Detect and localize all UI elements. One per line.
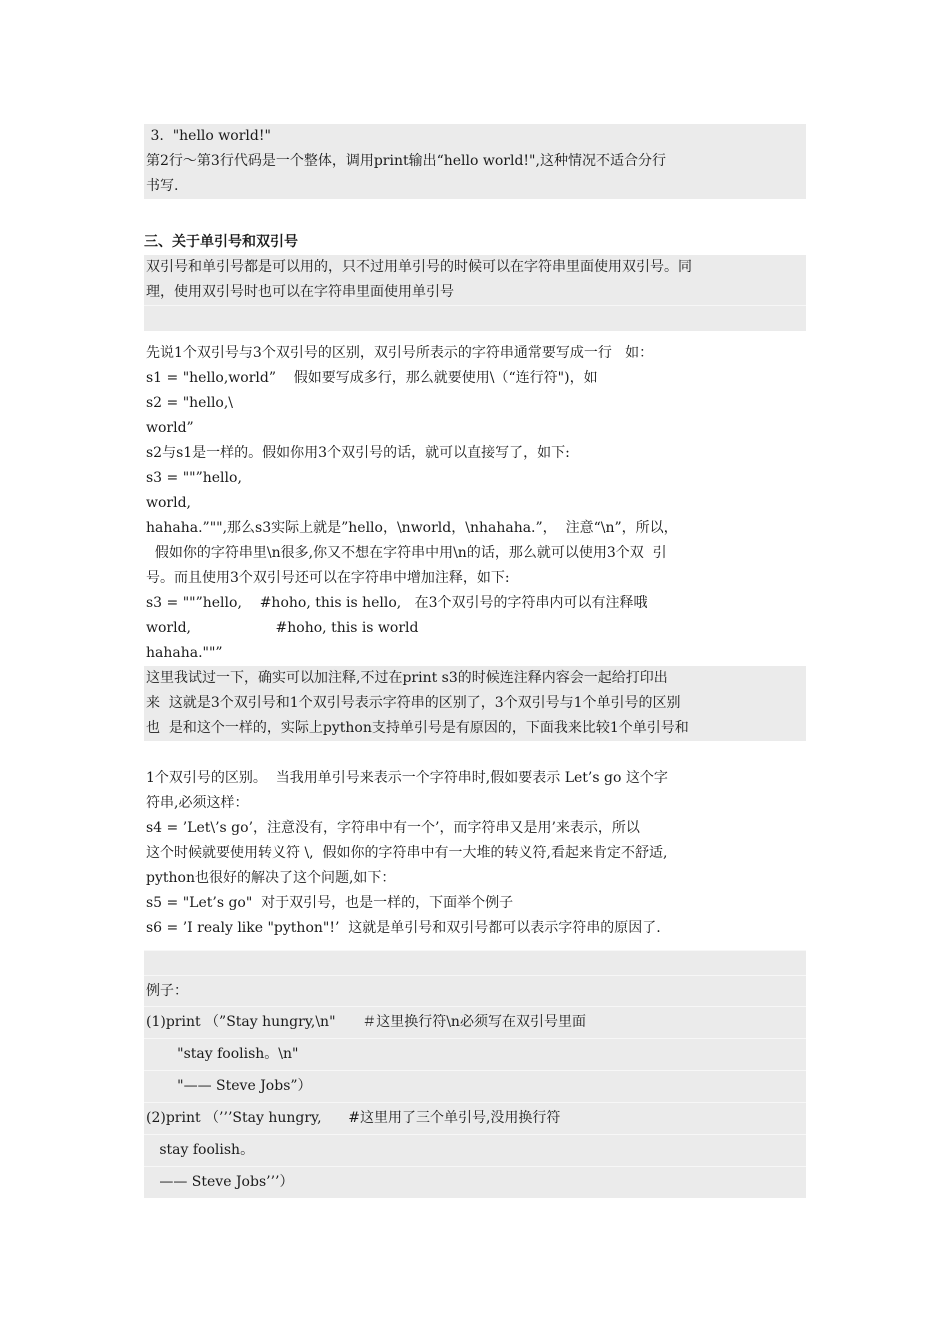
text-line: world, #hoho, this is world bbox=[146, 620, 419, 636]
text-line: s2与s1是一样的。假如你用3个双引号的话，就可以直接写了，如下: bbox=[146, 445, 570, 461]
code-line: (1)print （”Stay hungry,\n" ＃这里换行符\n必须写在双引号里面 bbox=[144, 1006, 806, 1038]
text-line: s4 = ’Let\’s go’，注意没有，字符串中有一个’，而字符串又是用’来表示，所以 bbox=[146, 820, 640, 836]
text-line: 双引号和单引号都是可以用的，只不过用单引号的时候可以在字符串里面使用双引号。同 bbox=[146, 259, 692, 275]
text-line: world, bbox=[146, 495, 191, 511]
text-line: 第2行～第3行代码是一个整体，调用print输出“hello world!",这种情况不适合分行 bbox=[146, 153, 666, 169]
example-block bbox=[144, 950, 806, 1198]
text-line bbox=[144, 741, 806, 766]
text-line: s3 = ""”hello, #hoho, this is hello, 在3个双引号的字符串内可以有注释哦 bbox=[146, 595, 648, 611]
text-line: 1个双引号的区别。 当我用单引号来表示一个字符串时,假如要表示 Let’s go 这个字 bbox=[146, 770, 668, 786]
text-line: 这里我试过一下，确实可以加注释,不过在print s3的时候连注释内容会一起给打印出 bbox=[146, 670, 668, 686]
single-quote-paragraph bbox=[144, 741, 806, 941]
text-line: 例子： bbox=[144, 975, 806, 1006]
triple-quote-paragraph bbox=[144, 341, 806, 666]
text-line: 符串,必须这样： bbox=[146, 795, 249, 811]
blank-line bbox=[144, 305, 806, 331]
text-line: 书写. bbox=[146, 178, 179, 194]
text-line: s1 = "hello,world” 假如要写成多行，那么就要使用\（“连行符")，如 bbox=[146, 370, 598, 386]
text-line: s3 = ""”hello, bbox=[146, 470, 242, 486]
text-line: world” bbox=[146, 420, 194, 436]
text-line: s6 = ’I realy like "python"!’ 这就是单引号和双引号都可以表示字符串的原因了. bbox=[146, 920, 661, 936]
text-line: 也 是和这个一样的，实际上python支持单引号是有原因的，下面我来比较1个单引号和 bbox=[146, 720, 689, 736]
text-line: 这个时候就要使用转义符 \, 假如你的字符串中有一大堆的转义符,看起来肯定不舒适, bbox=[146, 845, 668, 861]
intro-paragraph bbox=[144, 255, 806, 331]
text-line: 3. "hello world!" bbox=[146, 128, 271, 144]
code-line: —— Steve Jobs’’’） bbox=[144, 1166, 806, 1198]
text-line: s2 = "hello,\ bbox=[146, 395, 234, 411]
text-line: hahaha.”"",那么s3实际上就是”hello，\nworld，\nhahaha.”， 注意“\n”，所以， bbox=[146, 520, 678, 536]
code-line: "stay foolish。\n" bbox=[144, 1038, 806, 1070]
code-note-block bbox=[144, 124, 806, 199]
text-line: hahaha.""” bbox=[146, 645, 223, 661]
text-line: s5 = "Let’s go" 对于双引号，也是一样的，下面举个例子 bbox=[146, 895, 514, 911]
comparison-paragraph bbox=[144, 666, 806, 741]
section-heading: 三、关于单引号和双引号 bbox=[144, 234, 298, 250]
code-line: (2)print （’’’Stay hungry, #这里用了三个单引号,没用换行符 bbox=[144, 1102, 806, 1134]
text-line: 来 这就是3个双引号和1个双引号表示字符串的区别了，3个双引号与1个单引号的区别 bbox=[146, 695, 681, 711]
text-line: 假如你的字符串里\n很多,你又不想在字符串中用\n的话，那么就可以使用3个双 引 bbox=[146, 545, 667, 561]
code-line: "—— Steve Jobs”） bbox=[144, 1070, 806, 1102]
text-line: python也很好的解决了这个问题,如下： bbox=[146, 870, 396, 886]
text-line: 先说1个双引号与3个双引号的区别，双引号所表示的字符串通常要写成一行 如： bbox=[146, 345, 654, 361]
text-line: 理，使用双引号时也可以在字符串里面使用单引号 bbox=[146, 284, 454, 300]
code-line: stay foolish。 bbox=[144, 1134, 806, 1166]
text-line: 号。而且使用3个双引号还可以在字符串中增加注释，如下: bbox=[146, 570, 510, 586]
blank-line bbox=[144, 950, 806, 975]
